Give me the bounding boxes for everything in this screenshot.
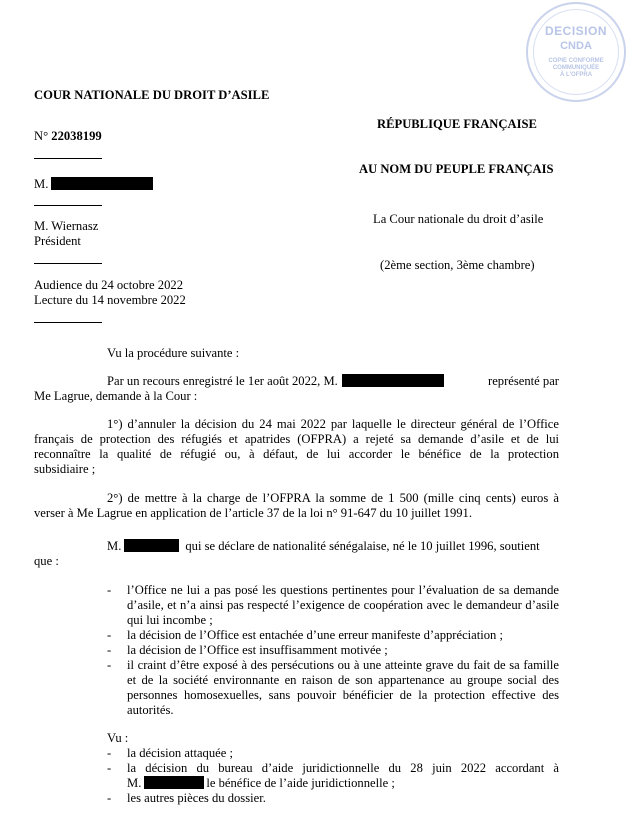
party-name: M. xyxy=(34,177,153,192)
claim-bullet-line: qui lui incombe ; xyxy=(127,613,213,627)
claim-bullet-line: la décision de l’Office est insuffisamment motivée ; xyxy=(127,643,388,657)
claim-bullet-line: personnes homosexuelles, sans pouvoir bénéficier de la protection effective des xyxy=(127,688,559,702)
paragraph-claims-end: que : xyxy=(34,554,59,568)
redaction-block xyxy=(51,177,153,190)
claim-bullet-line: d’asile, et n’a ainsi pas respecté l’exigence de coopération avec le demandeur d’asile xyxy=(127,598,559,612)
bullet-dash: - xyxy=(107,791,112,805)
request-2-line: 2°) de mettre à la charge de l’OFPRA la somme de 1 500 (mille cinq cents) euros à xyxy=(107,491,559,505)
paragraph-recours: Par un recours enregistré le 1er août 2022, M. représenté par xyxy=(107,374,559,388)
court-name: La Cour nationale du droit d’asile xyxy=(373,212,544,226)
paragraph-recours-end: Me Lagrue, demande à la Cour : xyxy=(34,389,198,403)
request-1-line: reconnaître la qualité de réfugié ou, à défaut, de lui accorder le bénéfice de la protection xyxy=(34,447,559,461)
bullet-dash: - xyxy=(107,643,112,657)
stamp-title: DECISION xyxy=(544,24,607,38)
divider xyxy=(34,205,102,206)
stamp-text: COPIE CONFORME COMMUNIQUÉE À L'OFPRA xyxy=(548,58,604,78)
redaction-block xyxy=(144,776,204,789)
request-2-line: verser à Me Lagrue en application de l’article 37 de la loi n° 91-647 du 10 juillet 1991. xyxy=(34,506,472,520)
claim-bullet-line: la décision de l’Office est entachée d’une erreur manifeste d’appréciation ; xyxy=(127,628,503,642)
paragraph-claims: M. qui se déclare de nationalité sénégalaise, né le 10 juillet 1996, soutient xyxy=(107,539,540,553)
republic-heading: RÉPUBLIQUE FRANÇAISE xyxy=(377,117,537,131)
case-number: N° 22038199 xyxy=(34,129,102,143)
redaction-block xyxy=(124,539,179,552)
request-1-line: subsidiaire ; xyxy=(34,462,96,476)
vu-heading: Vu : xyxy=(107,731,129,745)
divider xyxy=(34,263,102,264)
bullet-dash: - xyxy=(107,583,112,597)
divider xyxy=(34,322,102,323)
claim-bullet-line: il craint d’être exposé à des persécutions ou à une atteinte grave du fait de sa famille xyxy=(127,658,559,672)
judge-role: Président xyxy=(34,234,81,248)
section-chamber: (2ème section, 3ème chambre) xyxy=(380,258,535,272)
vu-item-cont: M. le bénéfice de l’aide juridictionnelle ; xyxy=(127,776,395,790)
judge-name: M. Wiernasz xyxy=(34,219,99,233)
claim-bullet-line: et de la société environnante en raison de son appartenance au groupe social des xyxy=(127,673,559,687)
bullet-dash: - xyxy=(107,761,112,775)
claim-bullet-line: l’Office ne lui a pas posé les questions pertinentes pour l’évaluation de sa demande xyxy=(127,583,559,597)
stamp-inner-ring xyxy=(533,9,619,95)
cnda-stamp xyxy=(526,2,626,102)
hearing-date: Audience du 24 octobre 2022 xyxy=(34,278,183,292)
stamp-subtitle: CNDA xyxy=(560,40,592,52)
vu-item: la décision du bureau d’aide juridictionnelle du 28 juin 2022 accordant à xyxy=(127,761,559,775)
bullet-dash: - xyxy=(107,746,112,760)
claim-bullet-line: autorités. xyxy=(127,703,174,717)
vu-item: la décision attaquée ; xyxy=(127,746,233,760)
request-1-line: 1°) d’annuler la décision du 24 mai 2022 par laquelle le directeur général de l’Office xyxy=(107,417,559,431)
request-1-line: français de protection des réfugiés et apatrides (OFPRA) a rejeté sa demande d’asile et de lui xyxy=(34,432,559,446)
vu-item: les autres pièces du dossier. xyxy=(127,791,266,805)
bullet-dash: - xyxy=(107,628,112,642)
people-heading: AU NOM DU PEUPLE FRANÇAIS xyxy=(359,162,554,176)
procedure-intro: Vu la procédure suivante : xyxy=(107,346,240,360)
court-title: COUR NATIONALE DU DROIT D’ASILE xyxy=(34,88,270,102)
divider xyxy=(34,158,102,159)
redaction-block xyxy=(342,374,444,387)
bullet-dash: - xyxy=(107,658,112,672)
reading-date: Lecture du 14 novembre 2022 xyxy=(34,293,186,307)
